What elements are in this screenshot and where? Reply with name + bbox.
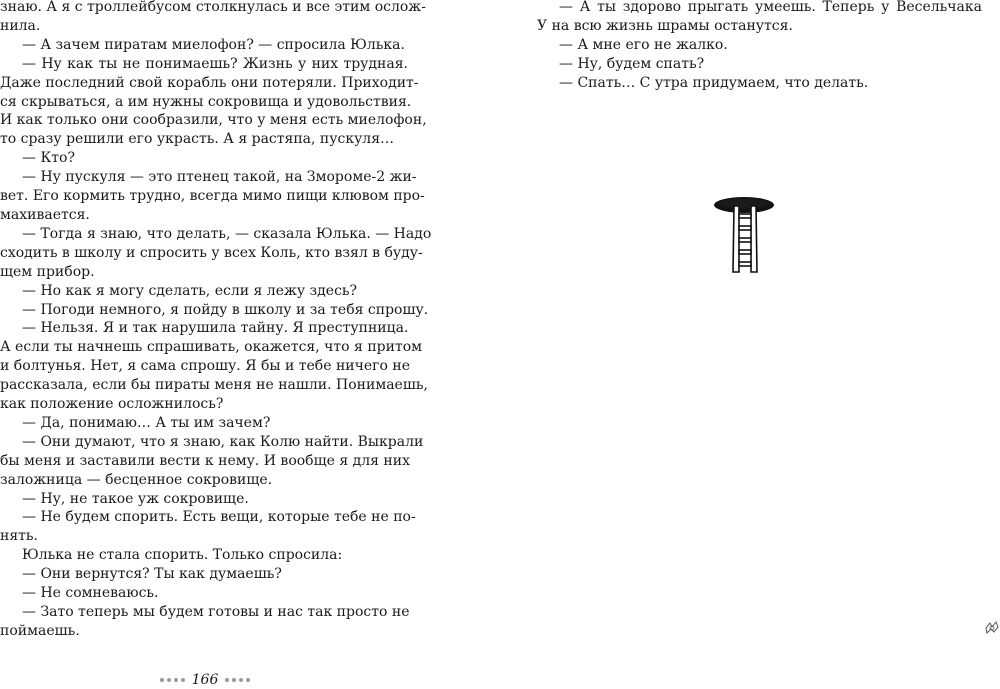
left-text-line: знаю. А я с троллейбусом столкнулась и все этим ослож- <box>0 0 426 15</box>
left-page-text <box>0 0 432 641</box>
left-text-line: поймаешь. <box>0 622 80 639</box>
left-text-line: — Ну, не такое уж сокровище. <box>22 490 249 507</box>
left-text-line: — Кто? <box>22 150 75 167</box>
left-text-line: А если ты начнешь спрашивать, окажется, что я притом <box>0 339 423 356</box>
left-text-line: — Они думают, что я знаю, как Колю найти. Выкрали <box>22 433 424 450</box>
left-text-line: — Они вернутся? Ты как думаешь? <box>22 566 282 583</box>
folio-dots-right <box>225 678 250 682</box>
left-text-line: ся скрываться, а им нужны сокровища и удовольствия. <box>0 93 412 110</box>
left-text-line: Юлька не стала спорить. Только спросила: <box>22 547 343 564</box>
left-text-line: — А зачем пиратам миелофон? — спросила Юлька. <box>22 36 405 53</box>
left-text-line: Даже последний свой корабль они потеряли. Приходит- <box>0 74 419 91</box>
left-text-line: махивается. <box>0 206 90 223</box>
left-text-line: — Нельзя. Я и так нарушила тайну. Я преступница. <box>22 320 409 337</box>
left-text-line: — Не сомневаюсь. <box>22 585 159 602</box>
left-text-line: — Тогда я знаю, что делать, — сказала Юлька. — Надо <box>22 225 432 242</box>
left-text-line: как положение осложнилось? <box>0 396 224 413</box>
left-text-line: — Не будем спорить. Есть вещи, которые тебе не по- <box>22 509 416 526</box>
left-text-line: и болтунья. Нет, я сама спрошу. Я бы и тебе ничего не <box>0 358 410 375</box>
left-text-line: — Погоди немного, я пойду в школу и за тебя спрошу. <box>22 301 429 318</box>
right-text-line: У на всю жизнь шрамы останутся. <box>537 17 793 34</box>
folio-dots-left <box>160 678 185 682</box>
left-text-line: щем прибор. <box>0 263 95 280</box>
left-text-line: заложница — бесценное сокровище. <box>0 471 273 488</box>
left-text-line: вет. Его кормить трудно, всегда мимо пищи клювом про- <box>0 188 425 205</box>
left-text-line: — Да, понимаю… А ты им зачем? <box>22 414 271 431</box>
right-page-text <box>537 0 982 93</box>
left-text-line: сходить в школу и спросить у всех Коль, кто взял в буду- <box>0 244 423 261</box>
scribble-mark-icon <box>984 619 1000 635</box>
left-text-line: — Но как я могу сделать, если я лежу здесь? <box>22 282 358 299</box>
left-text-line: нять. <box>0 528 38 545</box>
left-text-line: рассказала, если бы пираты меня не нашли. Понимаешь, <box>0 377 428 394</box>
left-text-line: И как только они сообразили, что у меня есть миелофон, <box>0 112 427 129</box>
ladder-from-hatch-icon <box>713 196 775 274</box>
left-text-line: нила. <box>0 17 41 34</box>
left-text-line: — Зато теперь мы будем готовы и нас так просто не <box>22 604 410 620</box>
left-text-line: бы меня и заставили вести к нему. И вообще я для них <box>0 452 410 469</box>
right-text-line: — А мне его не жалко. <box>559 36 728 53</box>
page-number: 166 <box>191 672 219 688</box>
left-text-line: то сразу решили его украсть. А я растяпа, пускуля… <box>0 131 395 148</box>
page-folio <box>162 671 248 689</box>
right-text-line: — А ты здорово прыгать умеешь. Теперь у Весельчака <box>559 0 982 15</box>
left-text-line: — Ну пускуля — это птенец такой, на Змороме-2 жи- <box>22 169 417 186</box>
right-text-line: — Спать… С утра придумаем, что делать. <box>559 74 869 91</box>
left-text-line: — Ну как ты не понимаешь? Жизнь у них трудная. <box>22 55 408 72</box>
right-text-line: — Ну, будем спать? <box>559 55 705 72</box>
